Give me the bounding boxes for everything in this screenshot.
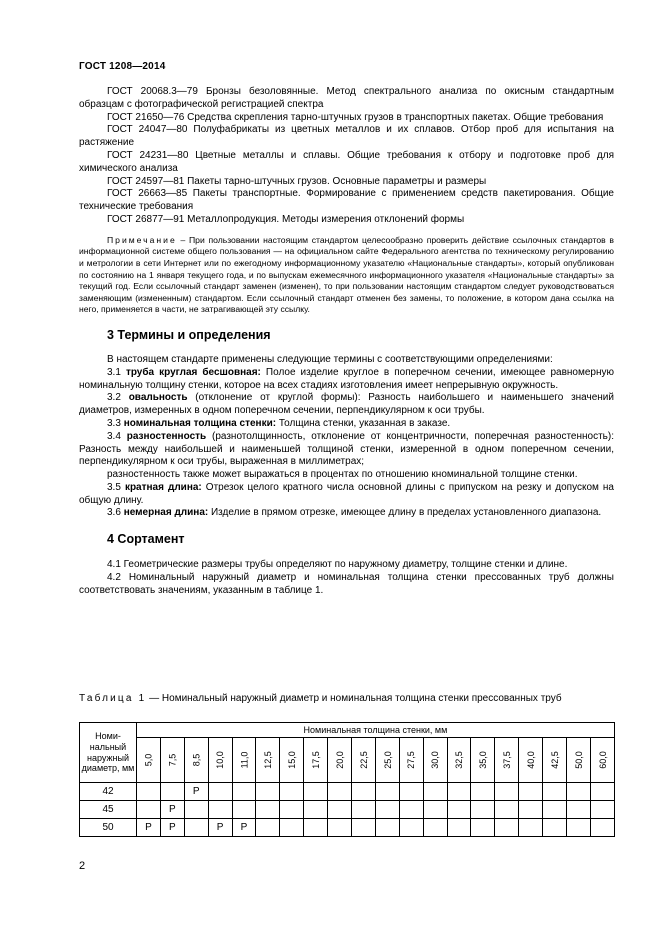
table-cell (328, 783, 352, 801)
thickness-header (208, 738, 232, 783)
terms-list-2 (79, 482, 614, 520)
thickness-value: 37,5 (501, 751, 512, 769)
table-cell: Р (160, 801, 184, 819)
term-text: (отклонение от круглой формы): Разность наибольшего и наименьшего значений диаметров, измеренных в одном поперечном сечении, перпендикулярном к оси трубы. (79, 392, 614, 417)
thickness-header (519, 738, 543, 783)
table-cell (447, 783, 471, 801)
term-number: 3.2 (107, 392, 129, 404)
table-cell: Р (232, 819, 256, 837)
section-3-intro: В настоящем стандарте применены следующие термины с соответствующими определениями: (107, 353, 553, 365)
thickness-value: 17,5 (310, 751, 321, 769)
term-definition (79, 507, 614, 520)
table-cell (256, 801, 280, 819)
table-row (80, 783, 615, 801)
reference-item: ГОСТ 24047—80 Полуфабрикаты из цветных металлов и их сплавов. Отбор проб для испытания на растяжение (79, 124, 614, 149)
table-cell (447, 801, 471, 819)
term-name: немерная длина: (123, 507, 209, 519)
term-text: (разнотолщинность, отклонение от концентричности, поперечная разностенность): Разность между наибольшей и наименьшей толщиной стенки, измеренной в одном поперечном сечении, перпендикулярном к оси трубы, выраженная в миллиметрах; (79, 430, 614, 468)
thickness-header (375, 738, 399, 783)
table-cell (137, 783, 161, 801)
table-cell (471, 801, 495, 819)
thickness-header (137, 738, 161, 783)
table-cell (543, 819, 567, 837)
table-cell (352, 801, 376, 819)
thickness-header (328, 738, 352, 783)
term-number: 3.4 (107, 430, 127, 442)
note-text: – При пользовании настоящим стандартом целесообразно проверить действие ссылочных стандартов в информационной системе общего пользования — на официальном сайте Федерального агентства по техническому регулированию и метрологии в сети Интернет или по ежегодному информационному указателю «Национальные стандарты», который опубликован по состоянию на 1 января текущего года, и по выпускам ежемесячного информационного указателя «Национальные стандарты» за текущий год. Если ссылочный стандарт заменен (изменен), то при пользовании настоящим стандартом следует руководствоваться заменяющим (измененным) стандартом. Если ссылочный стандарт отменен без замены, то положение, в котором дана ссылка на него, применяется в части, не затрагивающей эту ссылку. (79, 234, 614, 315)
table-cell (471, 819, 495, 837)
thickness-value: 5,0 (143, 753, 154, 767)
thickness-value: 50,0 (573, 751, 584, 769)
table-corner-header: Номинальный наружный диаметр, мм (80, 723, 137, 783)
thickness-value: 10,0 (215, 751, 226, 769)
table-group-header: Номинальная толщина стенки, мм (137, 723, 615, 738)
diameter-cell: 45 (80, 801, 137, 819)
reference-item: ГОСТ 24231—80 Цветные металлы и сплавы. Общие требования к отбору и подготовке проб для химического анализа (79, 149, 614, 174)
reference-item: ГОСТ 20068.3—79 Бронзы безоловянные. Метод спектрального анализа по окисным стандартным образцам с фотографической регистрацией спектра (79, 86, 614, 110)
thickness-value: 35,0 (477, 751, 488, 769)
table-cell (590, 801, 614, 819)
document-code: ГОСТ 1208—2014 (79, 61, 166, 72)
table-cell: Р (184, 783, 208, 801)
thickness-value: 15,0 (286, 751, 297, 769)
thickness-value: 20,0 (334, 751, 345, 769)
table-cell (375, 819, 399, 837)
term-name: разностенность (126, 430, 207, 442)
table-cell (519, 819, 543, 837)
thickness-value: 32,5 (454, 751, 465, 769)
thickness-header (352, 738, 376, 783)
term-definition (79, 431, 614, 469)
thickness-value: 7,5 (167, 753, 178, 767)
table-cell (304, 801, 328, 819)
section-4-paragraph: 4.1 Геометрические размеры трубы определяют по наружному диаметру, толщине стенки и длине. (107, 559, 568, 571)
table-cell (399, 819, 423, 837)
table-row (80, 819, 615, 837)
table-cell (184, 819, 208, 837)
thickness-header (232, 738, 256, 783)
table-cell (423, 783, 447, 801)
table-cell (352, 783, 376, 801)
table-cell: Р (137, 819, 161, 837)
term-name: номинальная толщина стенки: (123, 417, 277, 429)
terms-list (79, 367, 614, 469)
table-cell (590, 783, 614, 801)
term-name: труба круглая бесшовная: (125, 366, 261, 378)
table-cell (208, 783, 232, 801)
thickness-header (304, 738, 328, 783)
page-number: 2 (79, 860, 86, 872)
table-label: Таблица 1 (79, 693, 147, 704)
thickness-value: 27,5 (406, 751, 417, 769)
section-4-paragraph: 4.2 Номинальный наружный диаметр и номинальная толщина стенки прессованных труб должны соответствовать значениям, указанным в таблице 1. (79, 572, 614, 596)
term-number: 3.1 (107, 366, 126, 378)
table-cell (399, 801, 423, 819)
note (79, 235, 614, 316)
table-cell (256, 783, 280, 801)
table-cell (232, 801, 256, 819)
term-definition (79, 482, 614, 508)
table-sizes (79, 722, 615, 837)
thickness-header (567, 738, 591, 783)
thickness-value: 8,5 (191, 753, 202, 767)
table-cell (208, 801, 232, 819)
thickness-header (184, 738, 208, 783)
reference-item: ГОСТ 21650—76 Средства скрепления тарно-штучных грузов в транспортных пакетах. Общие требования (107, 111, 604, 123)
table-cell (399, 783, 423, 801)
table-cell (137, 801, 161, 819)
term-extra: разностенность также может выражаться в процентах по отношению кноминальной толщине стенки. (107, 469, 578, 481)
thickness-header (590, 738, 614, 783)
table-cell (160, 783, 184, 801)
table-caption (79, 693, 614, 705)
thickness-header (280, 738, 304, 783)
thickness-header (256, 738, 280, 783)
table-cell (471, 783, 495, 801)
note-label: Примечание (107, 234, 177, 245)
table-cell (423, 801, 447, 819)
page-content (79, 86, 614, 598)
thickness-header (399, 738, 423, 783)
term-name: овальность (128, 392, 188, 404)
table-cell (304, 783, 328, 801)
table-cell (232, 783, 256, 801)
table-cell (495, 801, 519, 819)
table-cell (447, 819, 471, 837)
thickness-value: 11,0 (239, 751, 250, 769)
table-cell (352, 819, 376, 837)
thickness-value: 25,0 (382, 751, 393, 769)
table-cell (567, 819, 591, 837)
term-text: Изделие в прямом отрезке, имеющее длину в пределах установленного диапазона. (208, 507, 602, 519)
thickness-header (543, 738, 567, 783)
table-cell (375, 783, 399, 801)
section-3-title: 3 Термины и определения (107, 327, 271, 342)
diameter-cell: 42 (80, 783, 137, 801)
term-definition (79, 392, 614, 418)
table-cell (375, 801, 399, 819)
table-cell (543, 801, 567, 819)
term-number: 3.5 (107, 481, 125, 493)
table-cell (280, 819, 304, 837)
term-definition (79, 418, 614, 431)
table-cell (304, 819, 328, 837)
thickness-header (447, 738, 471, 783)
table-cell (495, 819, 519, 837)
thickness-header (160, 738, 184, 783)
table-cell (184, 801, 208, 819)
table-cell (567, 801, 591, 819)
table-cell (280, 783, 304, 801)
term-definition (79, 367, 614, 393)
thickness-header (471, 738, 495, 783)
table-cell (256, 819, 280, 837)
term-text: Толщина стенки, указанная в заказе. (276, 417, 451, 429)
term-text: Отрезок целого кратного числа основной длины с припуском на резку и допуском на общую длину. (79, 481, 614, 506)
table-cell (328, 819, 352, 837)
normative-references (79, 86, 614, 227)
table-cell (519, 801, 543, 819)
section-4-paragraphs (79, 559, 614, 597)
reference-item: ГОСТ 26877—91 Металлопродукция. Методы измерения отклонений формы (107, 213, 465, 225)
thickness-value: 60,0 (597, 751, 608, 769)
table-cell (543, 783, 567, 801)
table-row (80, 801, 615, 819)
reference-item: ГОСТ 26663—85 Пакеты транспортные. Формирование с применением средств пакетирования. Общие технические требования (79, 188, 614, 213)
thickness-value: 40,0 (525, 751, 536, 769)
term-text: Полое изделие круглое в поперечном сечении, имеющее равномерную номинальную толщину стенки, которое на всех стадиях изготовления имеет непрерывную окружность. (79, 366, 614, 391)
term-name: кратная длина: (124, 481, 202, 493)
table-cell (519, 783, 543, 801)
thickness-value: 42,5 (549, 751, 560, 769)
table-cell (495, 783, 519, 801)
term-number: 3.6 (107, 507, 124, 519)
term-number: 3.3 (107, 417, 124, 429)
thickness-value: 30,0 (430, 751, 441, 769)
diameter-cell: 50 (80, 819, 137, 837)
table-caption-text: — Номинальный наружный диаметр и номинальная толщина стенки прессованных труб (146, 693, 562, 704)
section-4-title: 4 Сортамент (107, 532, 185, 547)
table-cell (590, 819, 614, 837)
thickness-header (423, 738, 447, 783)
thickness-value: 22,5 (358, 751, 369, 769)
table-cell (280, 801, 304, 819)
thickness-header (495, 738, 519, 783)
table-cell (423, 819, 447, 837)
reference-item: ГОСТ 24597—81 Пакеты тарно-штучных грузов. Основные параметры и размеры (107, 175, 487, 187)
table-cell: Р (208, 819, 232, 837)
thickness-value: 12,5 (262, 751, 273, 769)
table-cell (567, 783, 591, 801)
table-cell (328, 801, 352, 819)
table-cell: Р (160, 819, 184, 837)
